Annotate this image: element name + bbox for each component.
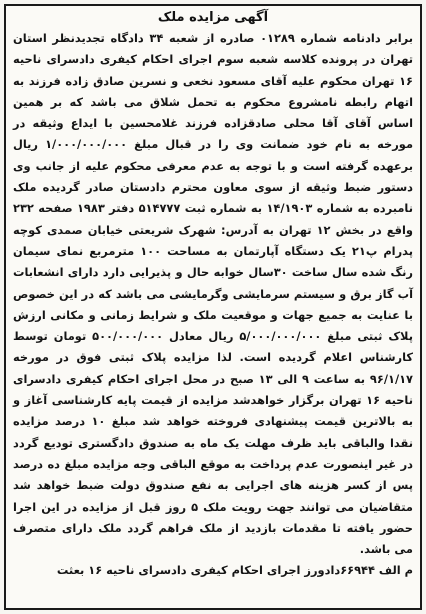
notice-body: برابر دادنامه شماره ۰۱۲۸۹ صادره از شعبه ۳۴ دادگاه تجدیدنظر استان تهران در پرونده کلاسه شعبه سوم اجرای احکام کیفری دادسرای ناحیه ۱۶ تهران محکوم علیه آقای مسعود نخعی و نسرین صادق زاده فرزند به اتهام رابطه نامشروع محکوم به تحمل شلاق می باشد که بر همین اساس آقای آقا محلی صادقزاده فرزند غلامحسین با ایداع وثیقه در مورخه به نام خود ضمانت وی را در قبال مبلغ ۱/۰۰۰/۰۰۰/۰۰۰ ریال برعهده گرفته است و با توجه به عدم معرفی محکوم علیه از جانب وی دستور ضبط وثیقه از سوی معاون محترم دادستان صادر گردیده ملک نامبرده به شماره ۱۴/۱۹۰۳ به شماره ثبت ۵۱۴۷۷۷ دفتر ۱۹۸۳ صفحه ۲۳۲ واقع در بخش ۱۲ تهران به آدرس: شهرک شریعتی خیابان صمدی کوچه پدرام پ۲۱ یک دستگاه آپارتمان به مساحت ۱۰۰ مترمربع نمای سیمان رنگ شده سال ساخت ۳۰سال خوابه حال و پذیرایی دارد دارای انشعابات آب گاز برق و سیستم سرمایشی وگرمایشی می باشد که در این خصوص با عنایت به جمیع جهات و موقعیت ملک و شرایط زمانی و مکانی ارزش پلاک ثبتی مبلغ ۵/۰۰۰/۰۰۰/۰۰۰ ریال معادل ۵۰۰/۰۰۰/۰۰۰ تومان توسط کارشناس اعلام گردیده است. لذا مزایده پلاک ثبتی فوق در مورخه ۹۶/۱/۱۷ به ساعت ۹ الی ۱۳ صبح در محل اجرای احکام کیفری دادسرای ناحیه ۱۶ تهران برگزار خواهدشد مزایده از قیمت پایه کارشناسی آغاز و به بالاترین قیمت پیشنهادی فروخته خواهد شد مبلغ ۱۰ درصد مزایده نقدا والباقی باید ظرف مهلت یک ماه به صندوق دادگستری تودیع گردد در غیر اینصورت عدم پرداخت به موقع الباقی وجه مزایده مبلغ ده درصد پس از کسر هزینه های اجرایی به نفع صندوق دولت ضبط خواهد شد متقاضیان می توانند جهت رویت ملک ۵ روز قبل از مزایده در این اجرا حضور یافته تا مقدمات بازدید از ملک فراهم گردد ملک دارای متصرف می باشد.	[13, 31, 414, 557]
notice-title: آگهی مزایده ملک	[157, 10, 269, 25]
notice-border	[4, 4, 422, 610]
notice-signature: م الف ۶۶۹۴۴دادورز اجرای احکام کیفری دادسرای ناحیه ۱۶ بعثت	[56, 563, 413, 578]
